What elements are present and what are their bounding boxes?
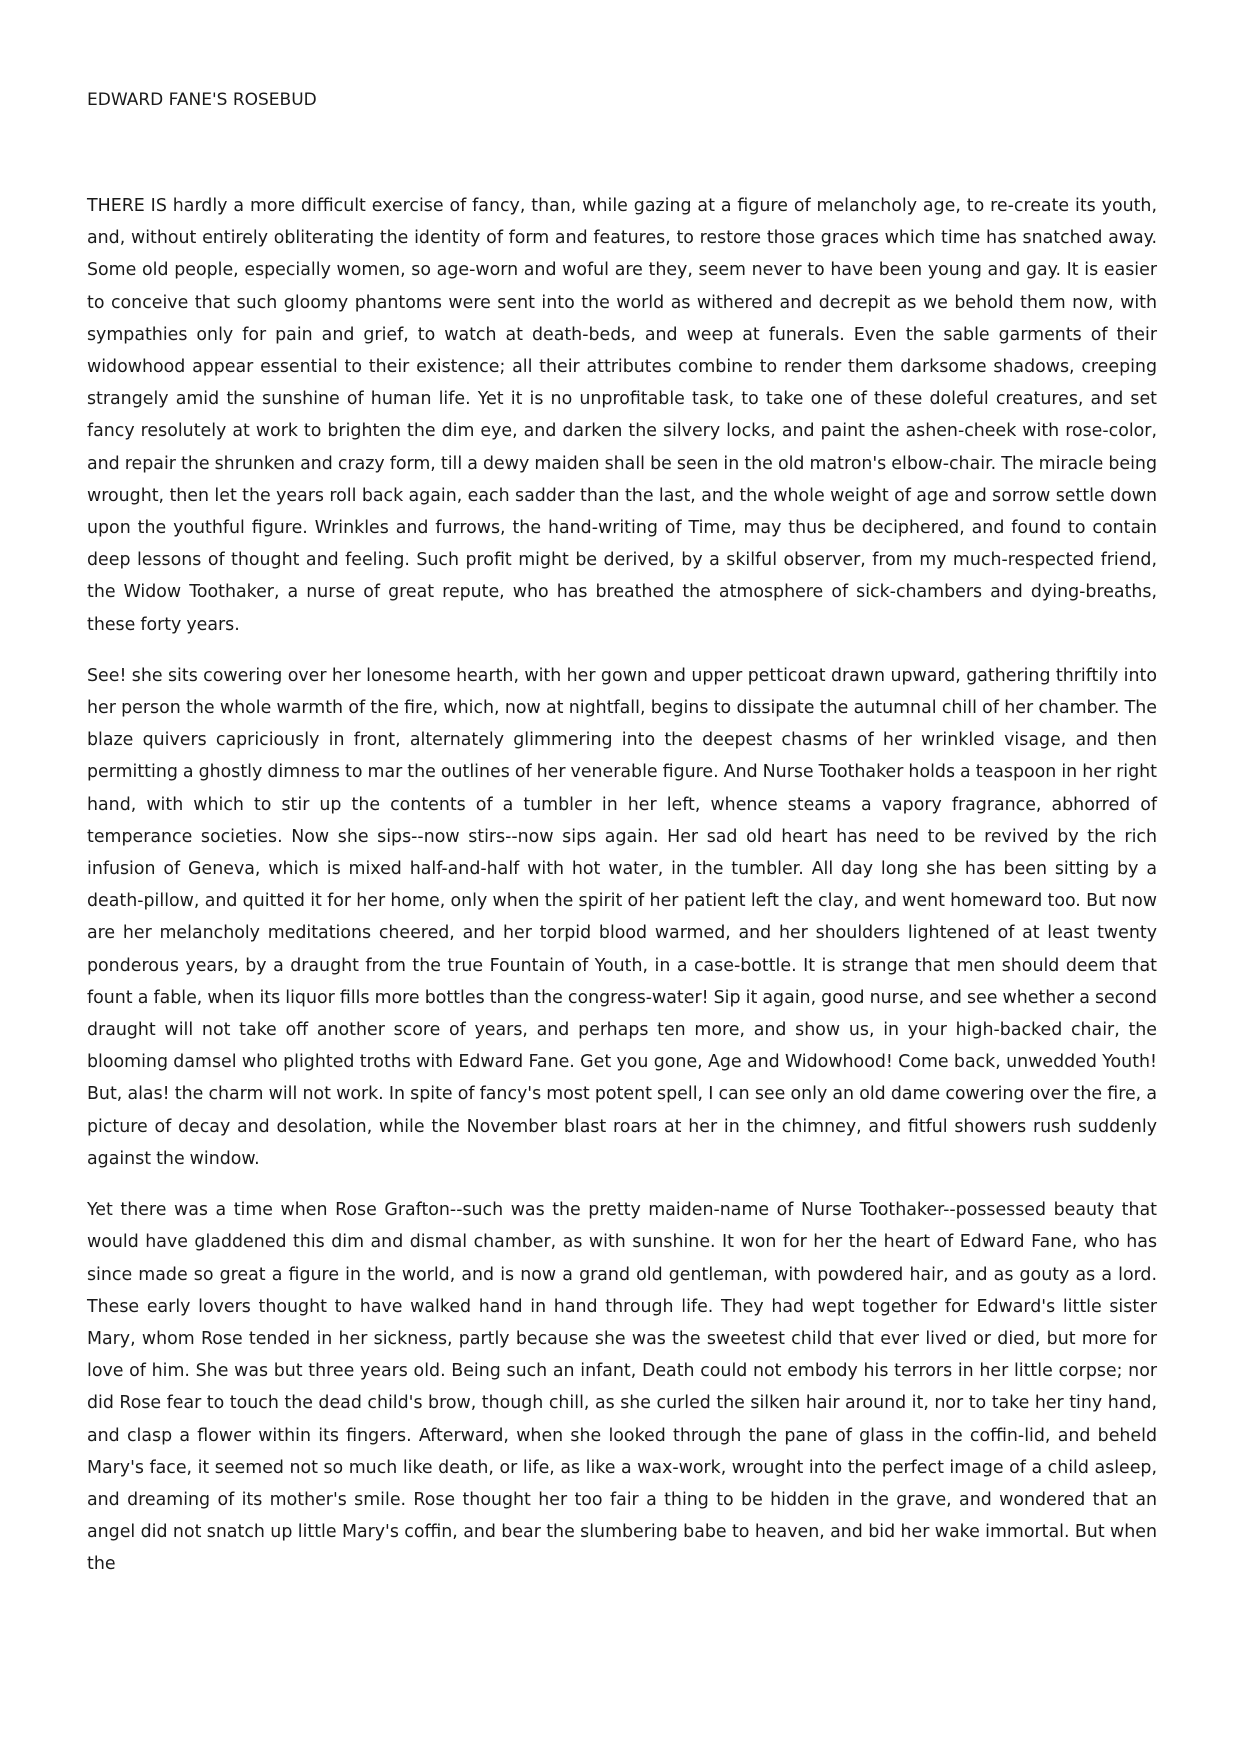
document-title: EDWARD FANE'S ROSEBUD [87, 90, 317, 110]
document-body [87, 190, 1157, 1600]
paragraph-3: Yet there was a time when Rose Grafton--such was the pretty maiden-name of Nurse Toothaker--possessed beauty that would have gladdened this dim and dismal chamber, as with sunshine. It won for her the heart of Edward Fane, who has since made so great a figure in the world, and is now a grand old gentleman, with powdered hair, and as gouty as a lord. These early lovers thought to have walked hand in hand through life. They had wept together for Edward's little sister Mary, whom Rose tended in her sickness, partly because she was the sweetest child that ever lived or died, but more for love of him. She was but three years old. Being such an infant, Death could not embody his terrors in her little corpse; nor did Rose fear to touch the dead child's brow, though chill, as she curled the silken hair around it, nor to take her tiny hand, and clasp a flower within its fingers. Afterward, when she looked through the pane of glass in the coffin-lid, and beheld Mary's face, it seemed not so much like death, or life, as like a wax-work, wrought into the perfect image of a child asleep, and dreaming of its mother's smile. Rose thought her too fair a thing to be hidden in the grave, and wondered that an angel did not snatch up little Mary's coffin, and bear the slumbering babe to heaven, and bid her wake immortal. But when the [87, 1200, 1157, 1575]
paragraph-1: THERE IS hardly a more difficult exercise of fancy, than, while gazing at a figure of melancholy age, to re-create its youth, and, without entirely obliterating the identity of form and features, to restore those graces which time has snatched away. Some old people, especially women, so age-worn and woful are they, seem never to have been young and gay. It is easier to conceive that such gloomy phantoms were sent into the world as withered and decrepit as we behold them now, with sympathies only for pain and grief, to watch at death-beds, and weep at funerals. Even the sable garments of their widowhood appear essential to their existence; all their attributes combine to render them darksome shadows, creeping strangely amid the sunshine of human life. Yet it is no unprofitable task, to take one of these doleful creatures, and set fancy resolutely at work to brighten the dim eye, and darken the silvery locks, and paint the ashen-cheek with rose-color, and repair the shrunken and crazy form, till a dewy maiden shall be seen in the old matron's elbow-chair. The miracle being wrought, then let the years roll back again, each sadder than the last, and the whole weight of age and sorrow settle down upon the youthful figure. Wrinkles and furrows, the hand-writing of Time, may thus be deciphered, and found to contain deep lessons of thought and feeling. Such profit might be derived, by a skilful observer, from my much-respected friend, the Widow Toothaker, a nurse of great repute, who has breathed the atmosphere of sick-chambers and dying-breaths, these forty years. [87, 196, 1157, 635]
paragraph-2: See! she sits cowering over her lonesome hearth, with her gown and upper petticoat drawn upward, gathering thriftily into her person the whole warmth of the fire, which, now at nightfall, begins to dissipate the autumnal chill of her chamber. The blaze quivers capriciously in front, alternately glimmering into the deepest chasms of her wrinkled visage, and then permitting a ghostly dimness to mar the outlines of her venerable figure. And Nurse Toothaker holds a teaspoon in her right hand, with which to stir up the contents of a tumbler in her left, whence steams a vapory fragrance, abhorred of temperance societies. Now she sips--now stirs--now sips again. Her sad old heart has need to be revived by the rich infusion of Geneva, which is mixed half-and-half with hot water, in the tumbler. All day long she has been sitting by a death-pillow, and quitted it for her home, only when the spirit of her patient left the clay, and went homeward too. But now are her melancholy meditations cheered, and her torpid blood warmed, and her shoulders lightened of at least twenty ponderous years, by a draught from the true Fountain of Youth, in a case-bottle. It is strange that men should deem that fount a fable, when its liquor fills more bottles than the congress-water! Sip it again, good nurse, and see whether a second draught will not take off another score of years, and perhaps ten more, and show us, in your high-backed chair, the blooming damsel who plighted troths with Edward Fane. Get you gone, Age and Widowhood! Come back, unwedded Youth! But, alas! the charm will not work. In spite of fancy's most potent spell, I can see only an old dame cowering over the fire, a picture of decay and desolation, while the November blast roars at her in the chimney, and fitful showers rush suddenly against the window. [87, 665, 1157, 1169]
